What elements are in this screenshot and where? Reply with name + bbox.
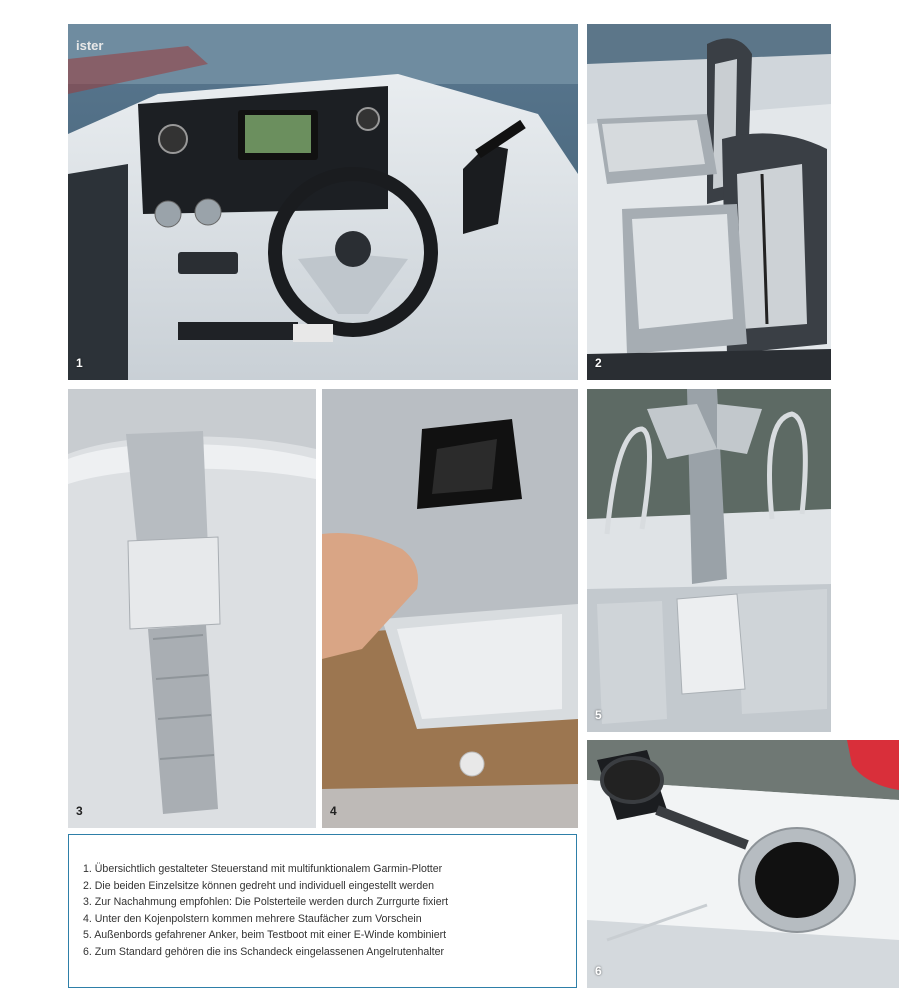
caption-item: 3. Zur Nachahmung empfohlen: Die Polsterteile werden durch Zurrgurte fixiert [83,896,449,909]
strap-photo [68,389,316,828]
caption-box [68,834,577,988]
photo-storage [322,389,578,828]
anchor-photo [587,389,831,732]
caption-item: 6. Zum Standard gehören die ins Schandeck eingelassenen Angelrutenhalter [83,945,445,958]
photo-rod-holder [587,740,899,988]
photo-number: 5 [595,708,602,722]
caption-item: 5. Außenbords gefahrener Anker, beim Testboot mit einer E-Winde kombiniert [83,929,447,942]
photo-number: 6 [595,964,602,978]
photo-seats [587,24,831,380]
photo-number: 1 [76,356,83,370]
photo-number: 3 [76,804,83,818]
photo-strap [68,389,316,828]
photo-anchor [587,389,831,732]
caption-list [83,861,448,961]
helm-console-photo [68,24,578,380]
caption-item: 1. Übersichtlich gestalteter Steuerstand mit multifunktionalem Garmin-Plotter [83,863,443,875]
photo-number: 2 [595,356,602,370]
storage-photo [322,389,578,828]
photo1-sign-text: ister [76,38,104,53]
rod-holder-photo [587,740,899,988]
caption-item: 2. Die beiden Einzelsitze können gedreht und individuell eingestellt werden [83,879,435,892]
photo-number: 4 [330,804,337,818]
photo-helm-console [68,24,578,380]
seats-photo [587,24,831,380]
caption-item: 4. Unter den Kojenpolstern kommen mehrere Staufächer zum Vorschein [83,912,422,925]
